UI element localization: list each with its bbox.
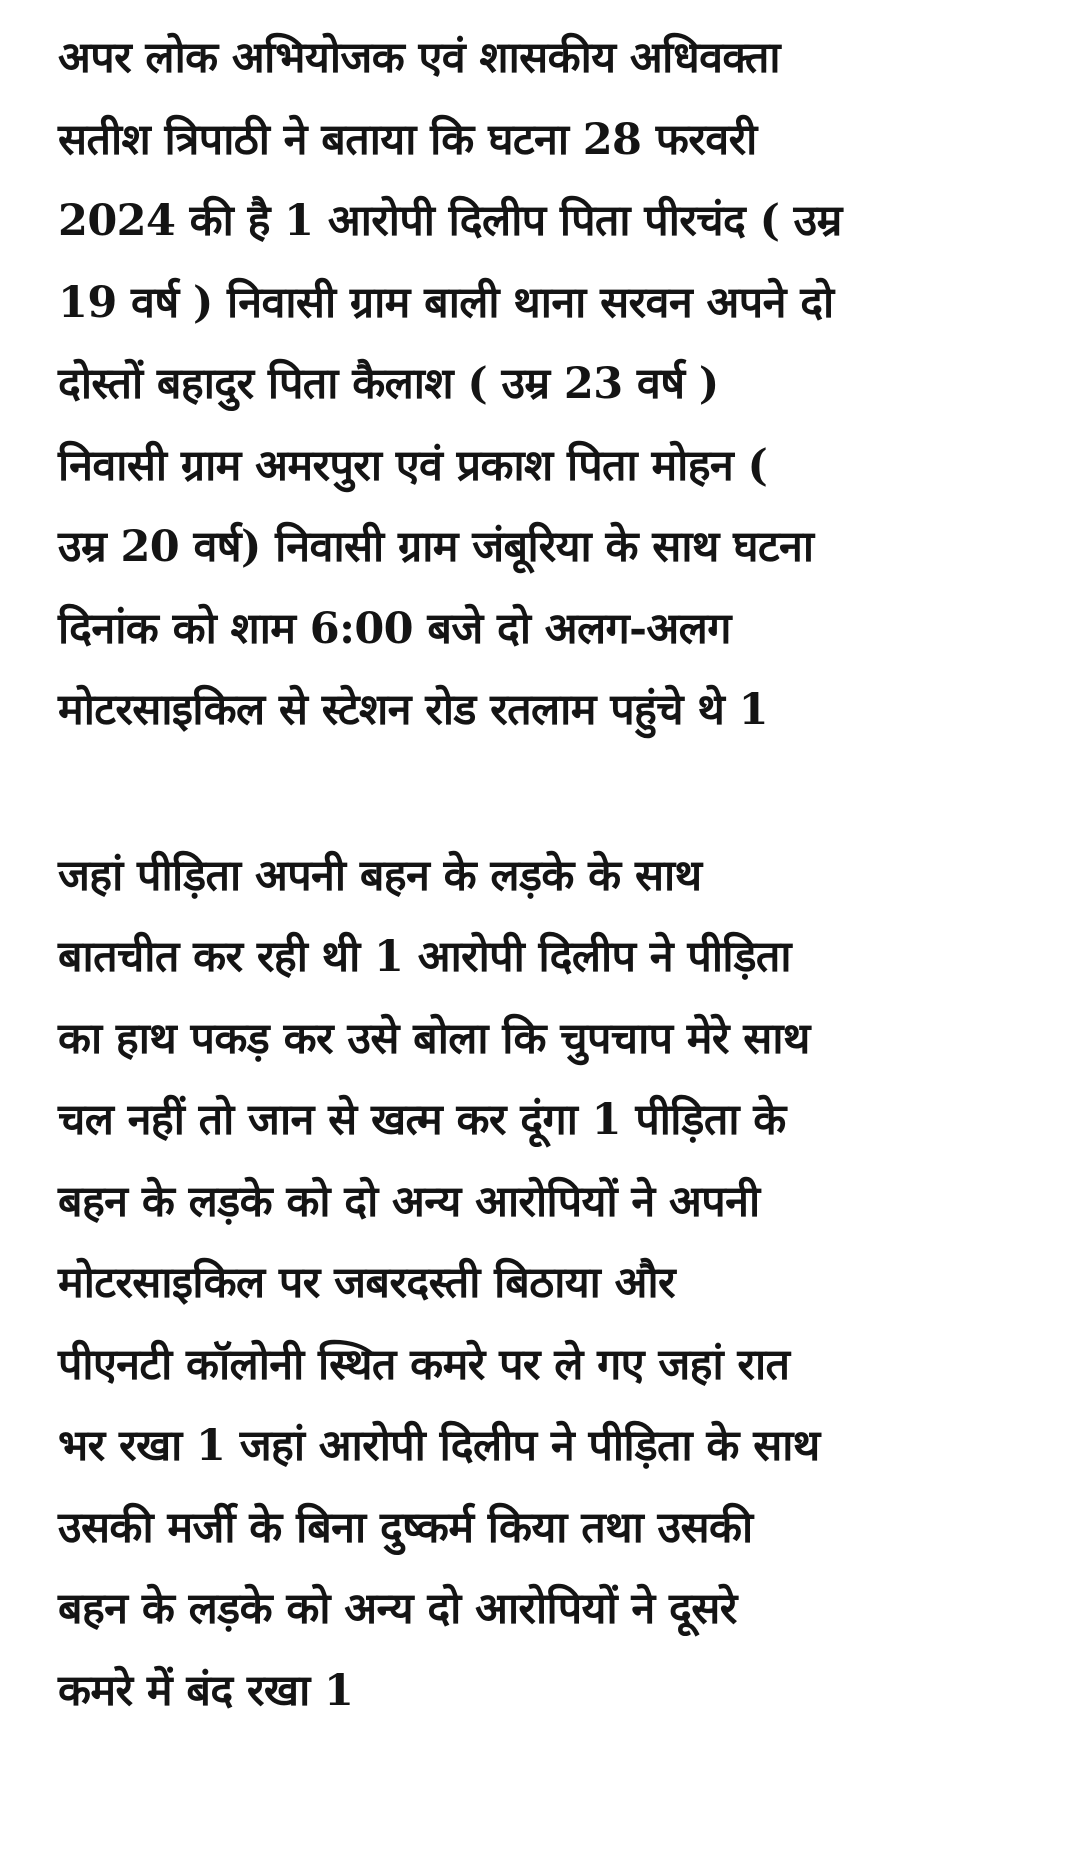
paragraph-2 <box>58 836 1048 1733</box>
text-line: 19 वर्ष ) निवासी ग्राम बाली थाना सरवन अपने दो <box>58 277 834 328</box>
text-line: बहन के लड़के को दो अन्य आरोपियों ने अपनी <box>58 1176 760 1227</box>
text-line: चल नहीं तो जान से खत्म कर दूंगा 1 पीड़िता के <box>58 1095 786 1145</box>
text-line: 2024 की है 1 आरोपी दिलीप पिता पीरचंद ( उम्र <box>58 196 842 246</box>
text-line: सतीश त्रिपाठी ने बताया कि घटना 28 फरवरी <box>58 114 757 165</box>
text-line: बातचीत कर रही थी 1 आरोपी दिलीप ने पीड़िता <box>58 932 791 982</box>
text-line: जहां पीड़िता अपनी बहन के लड़के के साथ <box>58 850 702 901</box>
text-line: निवासी ग्राम अमरपुरा एवं प्रकाश पिता मोहन ( <box>58 440 768 491</box>
text-line: का हाथ पकड़ कर उसे बोला कि चुपचाप मेरे साथ <box>58 1013 810 1064</box>
text-line: कमरे में बंद रखा 1 <box>58 1665 354 1716</box>
text-line: उसकी मर्जी के बिना दुष्कर्म किया तथा उसकी <box>58 1502 753 1553</box>
text-line: उम्र 20 वर्ष) निवासी ग्राम जंबूरिया के साथ घटना <box>58 522 814 572</box>
text-line: मोटरसाइकिल से स्टेशन रोड रतलाम पहुंचे थे 1 <box>58 685 768 735</box>
text-line: पीएनटी कॉलोनी स्थित कमरे पर ले गए जहां रात <box>58 1339 790 1390</box>
paragraph-spacer <box>58 752 1048 836</box>
text-line: मोटरसाइकिल पर जबरदस्ती बिठाया और <box>58 1258 675 1308</box>
text-line: अपर लोक अभियोजक एवं शासकीय अधिवक्ता <box>58 33 780 83</box>
text-line: दिनांक को शाम 6:00 बजे दो अलग-अलग <box>58 603 731 654</box>
paragraph-1 <box>58 18 1048 752</box>
text-line: भर रखा 1 जहां आरोपी दिलीप ने पीड़िता के साथ <box>58 1421 820 1471</box>
article-body <box>58 18 1048 1732</box>
text-line: बहन के लड़के को अन्य दो आरोपियों ने दूसरे <box>58 1584 737 1634</box>
text-line: दोस्तों बहादुर पिता कैलाश ( उम्र 23 वर्ष ) <box>58 359 719 409</box>
